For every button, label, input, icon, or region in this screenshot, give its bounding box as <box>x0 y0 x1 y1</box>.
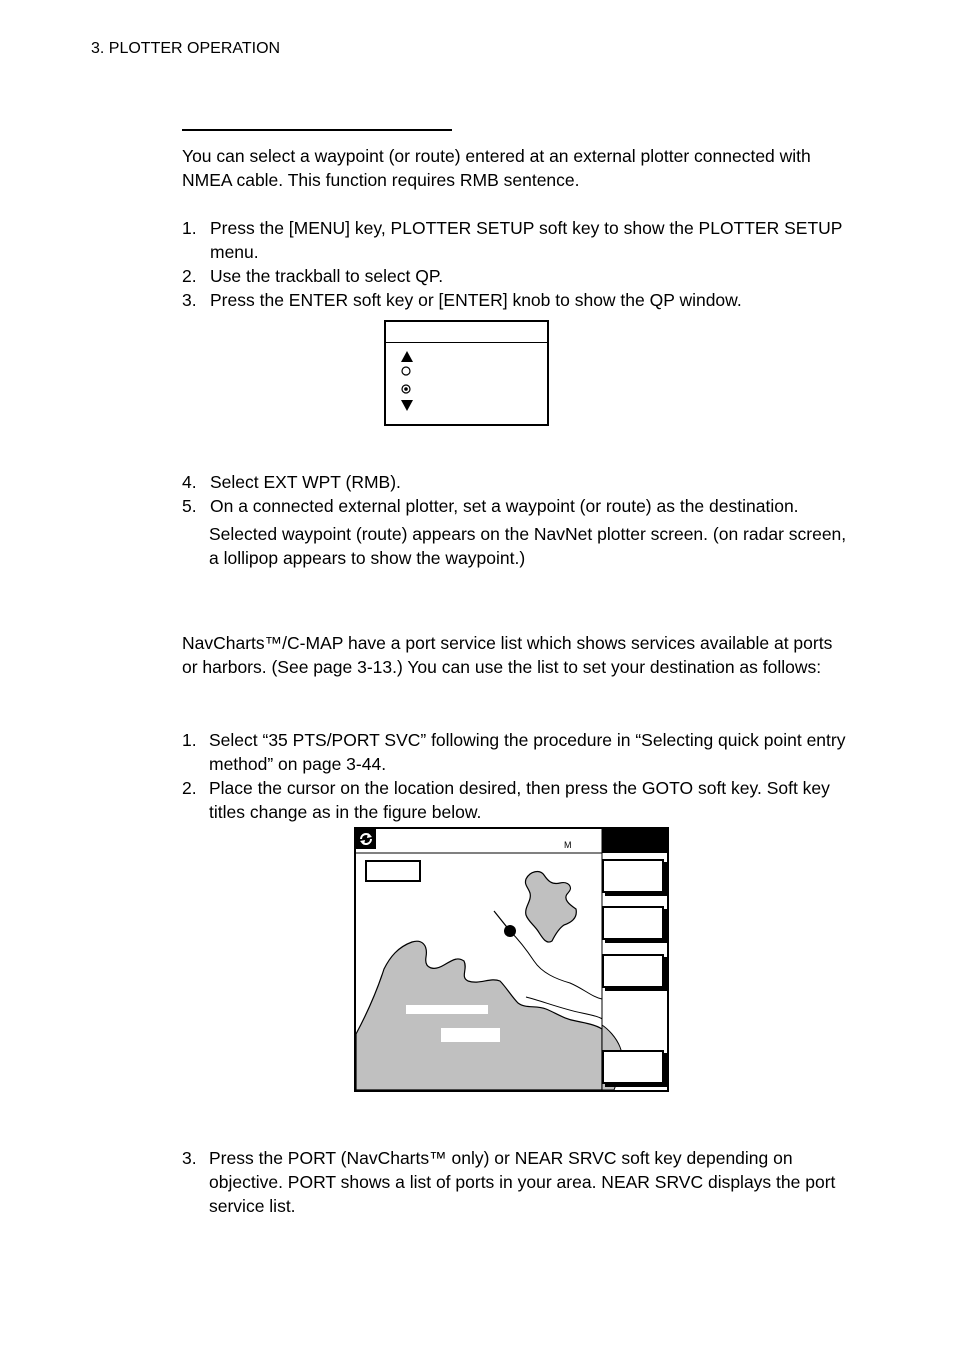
cursor-dot <box>504 925 516 937</box>
mainland <box>356 941 602 1090</box>
island <box>525 872 576 943</box>
ext-wpt-step-4 <box>182 470 852 494</box>
step-number: 4. <box>182 472 197 492</box>
step-text: Press the [MENU] key, PLOTTER SETUP soft key to show the PLOTTER SETUP menu. <box>210 218 843 262</box>
place-name-bar <box>406 1005 488 1014</box>
ext-wpt-step-5 <box>182 494 852 518</box>
step-number: 2. <box>182 266 197 286</box>
soft-key-3[interactable] <box>602 954 664 988</box>
soft-key-2[interactable] <box>602 906 664 940</box>
ext-wpt-step-2 <box>182 264 852 288</box>
down-arrow-icon[interactable] <box>400 398 414 412</box>
step-text: On a connected external plotter, set a waypoint (or route) as the destination. <box>210 496 799 516</box>
step-text: Press the PORT (NavCharts™ only) or NEAR SRVC soft key depending on objective. PORT shows a list of ports in your area. NEAR SRVC displays the port service list. <box>209 1148 836 1216</box>
plotter-screen-figure <box>354 827 669 1092</box>
coastline <box>510 931 602 999</box>
port-service-intro: NavCharts™/C-MAP have a port service list which shows services available at ports or harbors. (See page 3-13.) You can use the list to set your destination as follows: <box>182 633 833 677</box>
step-number: 1. <box>182 218 197 238</box>
ext-wpt-note: Selected waypoint (route) appears on the NavNet plotter screen. (on radar screen, a lollipop appears to show the waypoint.) <box>209 524 847 568</box>
step-number: 3. <box>182 1148 197 1168</box>
ext-wpt-step-1 <box>182 216 852 264</box>
soft-key-5[interactable] <box>602 1050 664 1084</box>
radio-off-icon[interactable] <box>400 364 414 378</box>
step-number: 3. <box>182 290 197 310</box>
step-number: 1. <box>182 730 197 750</box>
up-arrow-icon[interactable] <box>400 350 414 364</box>
soft-key-1[interactable] <box>602 859 664 893</box>
range-box <box>365 860 421 882</box>
port-step-3 <box>182 1146 852 1218</box>
qp-window-titlebar <box>386 322 547 343</box>
port-step-2 <box>182 776 852 824</box>
qp-window <box>384 320 549 426</box>
mode-indicator-box <box>602 829 667 853</box>
page-header: 3. PLOTTER OPERATION <box>91 40 281 57</box>
step-text: Use the trackball to select QP. <box>210 266 444 286</box>
step-text: Place the cursor on the location desired, then press the GOTO soft key. Soft key titles change as in the figure below. <box>209 778 830 822</box>
ext-wpt-intro: You can select a waypoint (or route) entered at an external plotter connected with NMEA cable. This function requires RMB sentence. <box>182 146 811 190</box>
step-number: 5. <box>182 496 197 516</box>
port-step-1 <box>182 728 852 776</box>
place-name-bar <box>441 1028 500 1042</box>
refresh-icon <box>356 829 376 849</box>
radio-on-icon[interactable] <box>400 382 414 396</box>
step-text: Select EXT WPT (RMB). <box>210 472 401 492</box>
step-text: Select “35 PTS/PORT SVC” following the procedure in “Selecting quick point entry method” on page 3-44. <box>209 730 846 774</box>
ext-wpt-step-3 <box>182 288 852 312</box>
section-heading-rule <box>182 129 452 131</box>
step-number: 2. <box>182 778 197 798</box>
mode-label: M <box>564 840 572 850</box>
step-text: Press the ENTER soft key or [ENTER] knob to show the QP window. <box>210 290 742 310</box>
